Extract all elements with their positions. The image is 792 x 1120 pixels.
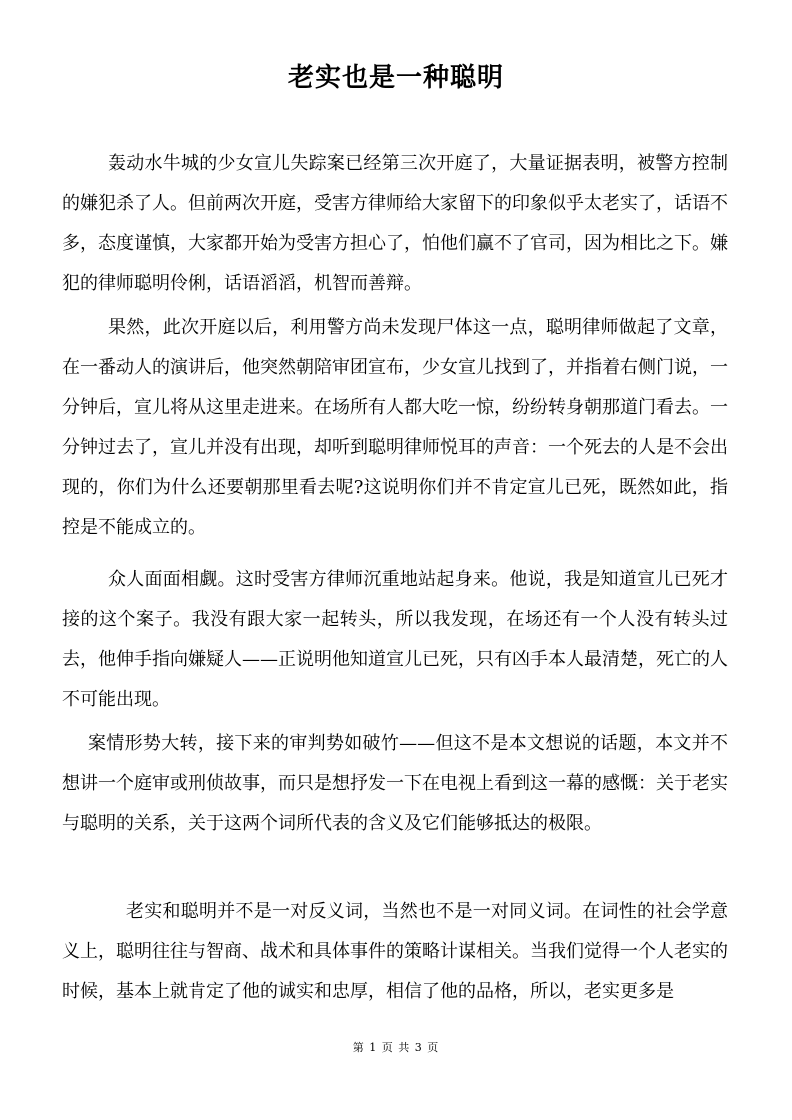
paragraph-5: 老实和聪明并不是一对反义词，当然也不是一对同义词。在词性的社会学意义上，聪明往往与智商、战术和具体事件的策略计谋相关。当我们觉得一个人老实的时候，基本上就肯定了他的诚实和忠厚，相信了他的品格，所以，老实更多是 <box>62 901 728 1002</box>
paragraph-4: 案情形势大转，接下来的审判势如破竹——但这不是本文想说的话题，本文并不想讲一个庭审或刑侦故事，而只是想抒发一下在电视上看到这一幕的感慨：关于老实与聪明的关系，关于这两个词所代表的含义及它们能够抵达的极限。 <box>62 733 728 834</box>
page-title: 老实也是一种聪明 <box>287 63 504 93</box>
paragraph-3: 众人面面相觑。这时受害方律师沉重地站起身来。他说，我是知道宣儿已死才接的这个案子。我没有跟大家一起转头，所以我发现，在场还有一个人没有转头过去，他伸手指向嫌疑人——正说明他知道宣儿已死，只有凶手本人最清楚，死亡的人不可能出现。 <box>62 569 728 710</box>
paragraph-2: 果然，此次开庭以后，利用警方尚未发现尸体这一点，聪明律师做起了文章，在一番动人的演讲后，他突然朝陪审团宣布，少女宣儿找到了，并指着右侧门说，一分钟后，宣儿将从这里走进来。在场所有人都大吃一惊，纷纷转身朝那道门看去。一分钟过去了，宣儿并没有出现，却听到聪明律师悦耳的声音：一个死去的人是不会出现的，你们为什么还要朝那里看去呢?这说明你们并不肯定宣儿已死，既然如此，指控是不能成立的。 <box>62 317 728 538</box>
page-footer: 第 1 页 共 3 页 <box>352 1041 440 1054</box>
paragraph-1: 轰动水牛城的少女宣儿失踪案已经第三次开庭了，大量证据表明，被警方控制的嫌犯杀了人。但前两次开庭，受害方律师给大家留下的印象似乎太老实了，话语不多，态度谨慎，大家都开始为受害方担心了，怕他们赢不了官司，因为相比之下。嫌犯的律师聪明伶俐，话语滔滔，机智而善辩。 <box>62 153 728 294</box>
